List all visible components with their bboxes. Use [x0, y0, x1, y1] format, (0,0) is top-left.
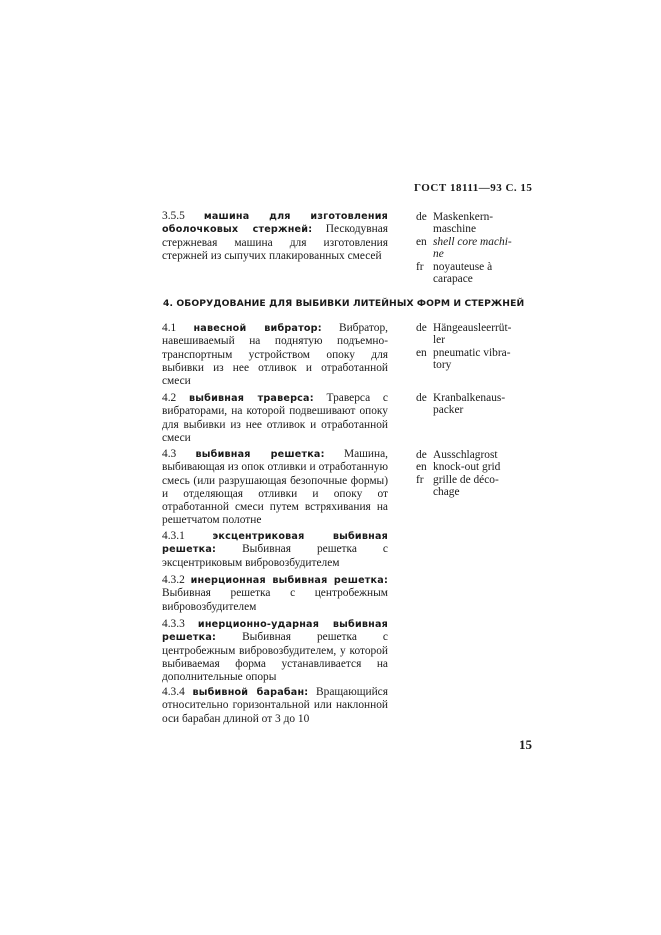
term-4-3-4 [162, 686, 388, 726]
term-name: инерционная выбивная решетка: [190, 575, 388, 586]
lang-code: fr [416, 260, 424, 273]
term-definition: Траверса с вибраторами, на которой подвешивают опоку для выбивки из нее отливок и отработанной смеси [162, 392, 388, 444]
term-number: 4.3.4 [162, 686, 185, 698]
term-3-5-5 [162, 210, 388, 263]
equivalents-4-2 [416, 392, 556, 417]
equivalent-row [416, 474, 556, 499]
lang-code: de [416, 322, 427, 334]
term-name: инерционно-ударная выбивная решетка: [162, 619, 388, 644]
equivalent-row [416, 449, 556, 461]
equivalent-row [416, 211, 556, 236]
term-name: машина для изготовления оболочковых стержней: [162, 211, 388, 236]
term-definition: Выбивная решетка с эксцентриковым вибровозбудителем [162, 543, 388, 569]
term-number: 3.5.5 [162, 210, 185, 222]
lang-code: en [416, 346, 427, 359]
equivalent-term: Hängeausleerrüt- ler [433, 322, 512, 347]
term-name: выбивная решетка: [195, 449, 325, 460]
term-4-3-2 [162, 574, 388, 614]
lang-code: de [416, 449, 427, 461]
term-name: эксцентриковая выбивная решетка: [162, 531, 388, 556]
equivalent-row [416, 261, 556, 286]
equivalent-row [416, 347, 556, 372]
term-4-3-1 [162, 530, 388, 570]
lang-code: de [416, 211, 427, 223]
equivalents-4-1 [416, 322, 556, 372]
equivalent-term: grille de déco- chage [433, 473, 499, 499]
term-definition: Выбивная решетка с центробежным вибровозбудителем, у которой выбиваемая форма устанавливается на дополнительные опоры [162, 631, 388, 684]
term-4-3-3 [162, 618, 388, 684]
equivalent-term: Maskenkern- maschine [433, 211, 494, 236]
term-number: 4.1 [162, 322, 177, 334]
term-number: 4.2 [162, 392, 177, 404]
page-number: 15 [519, 737, 532, 752]
term-definition: Пескодувная стержневая машина для изготовления стержней из сыпучих плакированных смесей [162, 223, 388, 262]
term-definition: Выбивная решетка с центробежным вибровозбудителем [162, 587, 388, 613]
equivalent-row [416, 322, 556, 347]
equivalent-row [416, 392, 556, 417]
lang-code: fr [416, 473, 424, 486]
equivalent-term: pneumatic vibra- tory [433, 346, 511, 372]
equivalent-row [416, 461, 556, 473]
section-heading: 4. ОБОРУДОВАНИЕ ДЛЯ ВЫБИВКИ ЛИТЕЙНЫХ ФОРМ И СТЕРЖНЕЙ [163, 298, 525, 309]
equivalents-3-5-5 [416, 211, 556, 285]
term-name: выбивной барабан: [192, 687, 309, 698]
page-header: ГОСТ 18111—93 С. 15 [414, 182, 533, 194]
lang-code: de [416, 392, 427, 404]
term-number: 4.3 [162, 448, 177, 460]
equivalents-4-3 [416, 449, 556, 499]
term-definition: Вращающийся относительно горизонтальной или наклонной оси барабан длиной от 3 до 10 [162, 686, 388, 725]
term-4-3 [162, 448, 388, 528]
equivalent-term: Ausschlagrost [433, 449, 498, 461]
term-definition: Вибратор, навешиваемый на поднятую подъемно-транспортным устройством опоку для выбивки из нее отливок и отработанной смеси [162, 322, 388, 388]
term-number: 4.3.1 [162, 530, 185, 542]
equivalent-term: shell core machi- ne [433, 235, 512, 261]
lang-code: en [416, 461, 427, 474]
equivalent-term: knock-out grid [433, 461, 501, 474]
equivalent-row [416, 236, 556, 261]
term-name: выбивная траверса: [189, 393, 314, 404]
term-definition: Машина, выбивающая из опок отливки и отработанную смесь (или разрушающая безопочные формы) и отделяющая отливки и опоку от отработанной смеси путем встряхивания на решетчатом полотне [162, 448, 388, 527]
term-number: 4.3.3 [162, 618, 185, 630]
lang-code: en [416, 235, 427, 248]
term-4-1 [162, 322, 388, 388]
equivalent-term: noyauteuse à carapace [433, 260, 493, 286]
equivalent-term: Kranbalkenaus- packer [433, 392, 506, 417]
term-name: навесной вибратор: [193, 323, 322, 334]
term-4-2 [162, 392, 388, 445]
term-number: 4.3.2 [162, 574, 185, 586]
